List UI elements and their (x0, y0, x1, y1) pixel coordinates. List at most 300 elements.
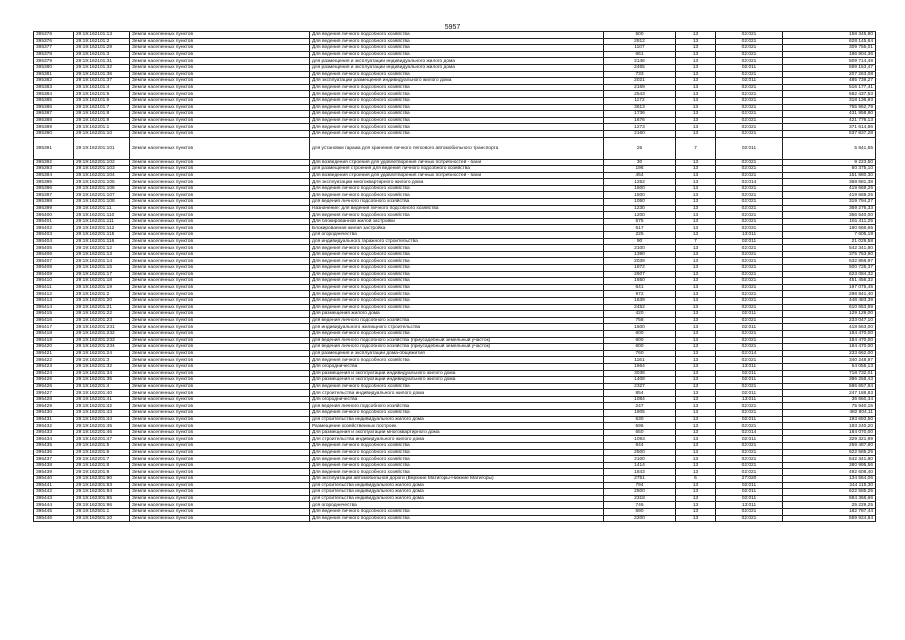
use-code-cell: 02:021 (716, 317, 783, 324)
cadastral-value-cell: 718 732,01 (783, 370, 876, 377)
table-row (34, 238, 876, 245)
record-number-cell: 395441 (34, 482, 74, 489)
cadastral-value-cell: 129 129,00 (783, 311, 876, 318)
area-cell: 575 (604, 218, 676, 225)
permitted-use-cell: для размещения и эксплуатации дома-общежития (310, 350, 604, 357)
record-number-cell: 395421 (34, 350, 74, 357)
group-code-cell: 13 (676, 396, 716, 403)
cadastral-number-cell: 29:19:162201:34 (74, 370, 130, 377)
cadastral-number-cell: 29:19:162201:5 (74, 443, 130, 450)
cadastral-value-cell: 340 248,97 (783, 357, 876, 364)
use-code-cell: 02:021 (716, 258, 783, 265)
area-cell: 454 (604, 172, 676, 179)
land-category-cell: Земли населенных пунктов (130, 449, 310, 456)
table-row (34, 370, 876, 377)
land-category-cell: Земли населенных пунктов (130, 205, 310, 212)
table-row (34, 159, 876, 166)
use-code-cell: 02:011 (716, 390, 783, 397)
record-number-cell: 395407 (34, 258, 74, 265)
cadastral-value-cell: 386 258,43 (783, 377, 876, 384)
cadastral-number-cell: 29:19:162301:94 (74, 489, 130, 496)
use-code-cell: 02:011 (716, 238, 783, 245)
land-category-cell: Земли населенных пунктов (130, 337, 310, 344)
land-category-cell: Земли населенных пунктов (130, 284, 310, 291)
group-code-cell: 13 (676, 32, 716, 39)
table-row (34, 124, 876, 131)
use-code-cell: 02:021 (716, 38, 783, 45)
cadastral-number-cell: 29:19:162201:41 (74, 396, 130, 403)
table-row (34, 449, 876, 456)
record-number-cell: 395386 (34, 104, 74, 111)
table-row (34, 278, 876, 285)
cadastral-number-cell: 29:19:162201:115 (74, 232, 130, 239)
land-category-cell: Земли населенных пунктов (130, 350, 310, 357)
use-code-cell: 02:021 (716, 199, 783, 206)
area-cell: 1736 (604, 111, 676, 118)
land-category-cell: Земли населенных пунктов (130, 265, 310, 272)
record-number-cell: 395404 (34, 238, 74, 245)
area-cell: 758 (604, 317, 676, 324)
cadastral-number-cell: 29:19:162101:3 (74, 51, 130, 58)
group-code-cell: 13 (676, 377, 716, 384)
land-category-cell: Земли населенных пунктов (130, 45, 310, 52)
permitted-use-cell: Размещение хозяйственных построек (310, 423, 604, 430)
cadastral-number-cell: 29:19:162201:6 (74, 449, 130, 456)
table-row (34, 456, 876, 463)
cadastral-value-cell: 247 188,83 (783, 390, 876, 397)
group-code-cell: 13 (676, 297, 716, 304)
cadastral-number-cell: 29:19:162201:12 (74, 245, 130, 252)
table-row (34, 225, 876, 232)
group-code-cell: 13 (676, 172, 716, 179)
permitted-use-cell: Для ведения личного подсобного хозяйства (310, 304, 604, 311)
cadastral-number-cell: 29:19:162501:1 (74, 508, 130, 515)
record-number-cell: 395439 (34, 469, 74, 476)
cadastral-number-cell: 29:19:162201:40 (74, 390, 130, 397)
permitted-use-cell: Для ведения личного подсобного хозяйства (310, 45, 604, 52)
area-cell: 1500 (604, 192, 676, 199)
group-code-cell: 13 (676, 436, 716, 443)
table-row (34, 390, 876, 397)
group-code-cell: 13 (676, 317, 716, 324)
cadastral-value-cell: 36 660,34 (783, 396, 876, 403)
table-row (34, 166, 876, 173)
record-number-cell: 395429 (34, 403, 74, 410)
area-cell: 746 (604, 502, 676, 509)
permitted-use-cell: Для ведения личного подсобного хозяйства (310, 124, 604, 131)
land-category-cell: Земли населенных пунктов (130, 469, 310, 476)
use-code-cell: 02:021 (716, 423, 783, 430)
use-code-cell: 02:021 (716, 245, 783, 252)
record-number-cell: 395379 (34, 58, 74, 65)
group-code-cell: 13 (676, 232, 716, 239)
area-cell: 1408 (604, 377, 676, 384)
permitted-use-cell: для огородничества (310, 502, 604, 509)
record-number-cell: 395444 (34, 502, 74, 509)
cadastral-value-cell: 419 669,25 (783, 185, 876, 192)
permitted-use-cell: Для ведения личного подсобного хозяйства (310, 297, 604, 304)
record-number-cell: 395442 (34, 489, 74, 496)
group-code-cell: 13 (676, 130, 716, 137)
table-row (34, 383, 876, 390)
group-code-cell: 13 (676, 251, 716, 258)
record-number-cell: 395388 (34, 117, 74, 124)
record-number-cell: 395376 (34, 38, 74, 45)
use-code-cell: 02:021 (716, 337, 783, 344)
cadastral-number-cell: 29:19:162201:45 (74, 423, 130, 430)
area-cell: 590 (604, 508, 676, 515)
cadastral-value-cell: 9 223,50 (783, 159, 876, 166)
record-number-cell: 395406 (34, 251, 74, 258)
permitted-use-cell: для установки гаража для хранения личного легкового автомобильного транспорта (310, 137, 604, 159)
land-category-cell: Земли населенных пунктов (130, 390, 310, 397)
group-code-cell: 13 (676, 225, 716, 232)
land-category-cell: Земли населенных пунктов (130, 443, 310, 450)
permitted-use-cell: Для возведения строения для удовлетворения личных потребностей - бани (310, 159, 604, 166)
cadastral-value-cell: 184 470,00 (783, 344, 876, 351)
record-number-cell: 395385 (34, 97, 74, 104)
record-number-cell: 395438 (34, 462, 74, 469)
use-code-cell: 02:011 (716, 482, 783, 489)
record-number-cell: 395418 (34, 330, 74, 337)
record-number-cell: 395397 (34, 192, 74, 199)
cadastral-value-cell: 25 229,25 (783, 502, 876, 509)
group-code-cell: 13 (676, 84, 716, 91)
land-category-cell: Земли населенных пунктов (130, 225, 310, 232)
permitted-use-cell: Для ведения личного подсобного хозяйства (310, 84, 604, 91)
cadastral-value-cell: 158 345,80 (783, 32, 876, 39)
land-category-cell: Земли населенных пунктов (130, 456, 310, 463)
cadastral-value-cell: 418 563,00 (783, 324, 876, 331)
use-code-cell: 02:021 (716, 462, 783, 469)
land-category-cell: Земли населенных пунктов (130, 51, 310, 58)
group-code-cell: 13 (676, 124, 716, 131)
use-code-cell: 02:011 (716, 324, 783, 331)
land-category-cell: Земли населенных пунктов (130, 38, 310, 45)
table-row (34, 51, 876, 58)
area-cell: 1252 (604, 179, 676, 186)
permitted-use-cell: Для ведения личного подсобного хозяйства (310, 38, 604, 45)
record-number-cell: 395399 (34, 205, 74, 212)
permitted-use-cell: Для ведения личного подсобного хозяйства (310, 278, 604, 285)
cadastral-number-cell: 29:19:162201:23 (74, 317, 130, 324)
table-row (34, 436, 876, 443)
permitted-use-cell: Для ведения личного подсобного хозяйства (310, 410, 604, 417)
cadastral-value-cell: 431 958,80 (783, 111, 876, 118)
permitted-use-cell: Для ведения личного подсобного хозяйства (310, 212, 604, 219)
area-cell: 641 (604, 284, 676, 291)
table-row (34, 258, 876, 265)
cadastral-number-cell: 29:19:162201:106 (74, 185, 130, 192)
group-code-cell: 13 (676, 482, 716, 489)
cadastral-value-cell: 492 608,40 (783, 469, 876, 476)
land-category-cell: Земли населенных пунктов (130, 508, 310, 515)
cadastral-number-cell: 29:19:162201:43 (74, 410, 130, 417)
table-row (34, 97, 876, 104)
table-row (34, 423, 876, 430)
group-code-cell: 13 (676, 489, 716, 496)
permitted-use-cell: Для строительства индивидуального жилого дома (310, 436, 604, 443)
cadastral-value-cell: 5 841,55 (783, 137, 876, 159)
record-number-cell: 395392 (34, 159, 74, 166)
land-category-cell: Земли населенных пунктов (130, 104, 310, 111)
group-code-cell: 13 (676, 58, 716, 65)
cadastral-number-cell: 29:19:162201:17 (74, 271, 130, 278)
table-row (34, 104, 876, 111)
permitted-use-cell: Для ведения личного подсобного хозяйства (310, 251, 604, 258)
permitted-use-cell: для строительства индивидуального жилого дома (310, 482, 604, 489)
cadastral-number-cell: 29:19:162101:29 (74, 45, 130, 52)
cadastral-value-cell: 180 666,65 (783, 225, 876, 232)
cadastral-number-cell: 29:19:162201:102 (74, 159, 130, 166)
land-category-cell: Земли населенных пунктов (130, 363, 310, 370)
area-cell: 844 (604, 443, 676, 450)
group-code-cell: 13 (676, 456, 716, 463)
group-code-cell: 13 (676, 64, 716, 71)
area-cell: 2543 (604, 91, 676, 98)
permitted-use-cell: Для размещения жилого дома (310, 311, 604, 318)
group-code-cell: 13 (676, 159, 716, 166)
cadastral-value-cell: 244 115,30 (783, 482, 876, 489)
cadastral-number-cell: 29:19:162201:19 (74, 284, 130, 291)
use-code-cell: 02:021 (716, 84, 783, 91)
use-code-cell: 02:011 (716, 495, 783, 502)
cadastral-value-cell: 485 739,27 (783, 78, 876, 85)
cadastral-number-cell: 29:19:162201:42 (74, 403, 130, 410)
use-code-cell: 02:021 (716, 265, 783, 272)
cadastral-number-cell: 29:19:162201:3 (74, 357, 130, 364)
area-cell: 1500 (604, 324, 676, 331)
permitted-use-cell: Для блокированной жилой застройки (310, 218, 604, 225)
cadastral-number-cell: 29:19:162201:101 (74, 137, 130, 159)
area-cell: 600 (604, 330, 676, 337)
permitted-use-cell: Для возведения строения для удовлетворения личных потребностей - бани (310, 172, 604, 179)
use-code-cell: 02:021 (716, 449, 783, 456)
permitted-use-cell: Для ведения личного подсобного хозяйства (310, 443, 604, 450)
permitted-use-cell: для индивидуального гаражного строительства (310, 238, 604, 245)
use-code-cell: 02:021 (716, 45, 783, 52)
area-cell: 600 (604, 344, 676, 351)
area-cell: 972 (604, 291, 676, 298)
use-code-cell: 02:021 (716, 469, 783, 476)
record-number-cell: 395398 (34, 199, 74, 206)
use-code-cell: 02:011 (716, 78, 783, 85)
land-category-cell: Земли населенных пунктов (130, 159, 310, 166)
cadastral-number-cell: 29:19:162101:13 (74, 32, 130, 39)
record-number-cell: 395426 (34, 377, 74, 384)
permitted-use-cell: Для ведения личного подсобного хозяйства (310, 71, 604, 78)
land-category-cell: Земли населенных пунктов (130, 291, 310, 298)
cadastral-number-cell: 29:19:162201:24 (74, 350, 130, 357)
cadastral-value-cell: 186 904,36 (783, 51, 876, 58)
use-code-cell: 02:014 (716, 350, 783, 357)
permitted-use-cell: для строительства индивидуального жилого дома (310, 489, 604, 496)
table-row (34, 403, 876, 410)
record-number-cell: 395387 (34, 111, 74, 118)
cadastral-value-cell: 329 321,99 (783, 436, 876, 443)
record-number-cell: 395391 (34, 137, 74, 159)
use-code-cell: 02:021 (716, 205, 783, 212)
land-category-cell: Земли населенных пунктов (130, 502, 310, 509)
cadastral-value-cell: 610 653,59 (783, 304, 876, 311)
cadastral-value-cell: 584 366,66 (783, 495, 876, 502)
group-code-cell: 13 (676, 370, 716, 377)
cadastral-value-cell: 542 341,80 (783, 245, 876, 252)
group-code-cell: 13 (676, 291, 716, 298)
area-cell: 2160 (604, 130, 676, 137)
cadastral-number-cell: 29:19:162201:13 (74, 251, 130, 258)
use-code-cell: 02:021 (716, 124, 783, 131)
group-code-cell: 13 (676, 416, 716, 423)
record-number-cell: 395394 (34, 172, 74, 179)
land-category-cell: Земли населенных пунктов (130, 396, 310, 403)
cadastral-number-cell: 29:19:162201:7 (74, 456, 130, 463)
land-category-cell: Земли населенных пунктов (130, 258, 310, 265)
land-registry-table-wrapper (33, 31, 876, 522)
use-code-cell: 02:021 (716, 111, 783, 118)
cadastral-value-cell: 586 657,84 (783, 383, 876, 390)
area-cell: 1172 (604, 97, 676, 104)
cadastral-value-cell: 75 940,15 (783, 403, 876, 410)
table-row (34, 232, 876, 239)
cadastral-number-cell: 29:19:162201:15 (74, 265, 130, 272)
table-row (34, 71, 876, 78)
group-code-cell: 13 (676, 462, 716, 469)
land-category-cell: Земли населенных пунктов (130, 71, 310, 78)
table-row (34, 324, 876, 331)
permitted-use-cell: Для ведения личного подсобного хозяйства (310, 117, 604, 124)
permitted-use-cell: Для ведения личного подсобного хозяйства (310, 130, 604, 137)
land-category-cell: Земли населенных пунктов (130, 410, 310, 417)
record-number-cell: 395419 (34, 337, 74, 344)
land-category-cell: Земли населенных пунктов (130, 251, 310, 258)
cadastral-number-cell: 29:19:162101:32 (74, 64, 130, 71)
cadastral-number-cell: 29:19:162101:5 (74, 91, 130, 98)
cadastral-number-cell: 29:19:162301:93 (74, 482, 130, 489)
area-cell: 2500 (604, 449, 676, 456)
cadastral-value-cell: 54 055,13 (783, 363, 876, 370)
group-code-cell: 13 (676, 245, 716, 252)
area-cell: 247 (604, 403, 676, 410)
record-number-cell: 395445 (34, 508, 74, 515)
permitted-use-cell: Для ведения личного подсобного хозяйства (310, 291, 604, 298)
cadastral-value-cell: 419 669,25 (783, 192, 876, 199)
cadastral-number-cell: 29:19:162201:104 (74, 172, 130, 179)
group-code-cell: 13 (676, 469, 716, 476)
area-cell: 760 (604, 350, 676, 357)
group-code-cell: 13 (676, 179, 716, 186)
permitted-use-cell: для строительства индивидуального жилого дома (310, 416, 604, 423)
land-category-cell: Земли населенных пунктов (130, 416, 310, 423)
cadastral-value-cell: 184 470,00 (783, 337, 876, 344)
land-category-cell: Земли населенных пунктов (130, 278, 310, 285)
use-code-cell: 02:021 (716, 403, 783, 410)
cadastral-number-cell: 29:19:162101:4 (74, 84, 130, 91)
record-number-cell: 395423 (34, 363, 74, 370)
cadastral-number-cell: 29:19:162101:2 (74, 38, 130, 45)
use-code-cell: 02:021 (716, 91, 783, 98)
record-number-cell: 395412 (34, 291, 74, 298)
permitted-use-cell: Для ведения личного подсобного хозяйства (310, 265, 604, 272)
use-code-cell: 02:011 (716, 311, 783, 318)
cadastral-number-cell: 29:19:162201:14 (74, 258, 130, 265)
area-cell: 2200 (604, 515, 676, 522)
use-code-cell: 02:021 (716, 71, 783, 78)
record-number-cell: 395395 (34, 179, 74, 186)
table-row (34, 396, 876, 403)
group-code-cell: 13 (676, 265, 716, 272)
cadastral-value-cell: 371 614,86 (783, 124, 876, 131)
cadastral-number-cell: 29:19:162301:90 (74, 476, 130, 483)
table-row (34, 212, 876, 219)
cadastral-value-cell: 161 411,25 (783, 218, 876, 225)
cadastral-number-cell: 29:19:162201:116 (74, 238, 130, 245)
cadastral-value-cell: 182 787,44 (783, 508, 876, 515)
area-cell: 1639 (604, 297, 676, 304)
use-code-cell: 02:021 (716, 271, 783, 278)
table-row (34, 91, 876, 98)
record-number-cell: 395422 (34, 357, 74, 364)
cadastral-number-cell: 29:19:162201:233 (74, 337, 130, 344)
group-code-cell: 13 (676, 284, 716, 291)
table-row (34, 304, 876, 311)
cadastral-number-cell: 29:19:162201:110 (74, 212, 130, 219)
area-cell: 90 (604, 238, 676, 245)
permitted-use-cell: для размещения и эксплуатации индивидуального жилого дома (310, 64, 604, 71)
permitted-use-cell: Для ведения личного подсобного хозяйства (310, 104, 604, 111)
area-cell: 2812 (604, 38, 676, 45)
cadastral-value-cell: 233 662,00 (783, 350, 876, 357)
permitted-use-cell: Для ведения личного подсобного хозяйства (310, 469, 604, 476)
area-cell: 1676 (604, 117, 676, 124)
cadastral-number-cell: 29:19:162201:44 (74, 416, 130, 423)
record-number-cell: 395415 (34, 311, 74, 318)
table-body (34, 32, 876, 522)
table-row (34, 377, 876, 384)
table-row (34, 172, 876, 179)
group-code-cell: 13 (676, 363, 716, 370)
land-category-cell: Земли населенных пунктов (130, 357, 310, 364)
table-row (34, 117, 876, 124)
record-number-cell: 395409 (34, 271, 74, 278)
record-number-cell: 395408 (34, 265, 74, 272)
record-number-cell: 395417 (34, 324, 74, 331)
use-code-cell: 02:021 (716, 330, 783, 337)
record-number-cell: 395389 (34, 124, 74, 131)
permitted-use-cell: для ведения личного подсобного хозяйства (310, 403, 604, 410)
cadastral-number-cell: 29:19:162201:232 (74, 330, 130, 337)
cadastral-number-cell: 29:19:162201:103 (74, 166, 130, 173)
group-code-cell: 13 (676, 78, 716, 85)
area-cell: 1200 (604, 212, 676, 219)
cadastral-number-cell: 29:19:162201:46 (74, 429, 130, 436)
use-code-cell: 02:011 (716, 137, 783, 159)
land-category-cell: Земли населенных пунктов (130, 130, 310, 137)
cadastral-value-cell: 309 755,01 (783, 45, 876, 52)
record-number-cell: 395400 (34, 212, 74, 219)
cadastral-number-cell: 29:19:162201:234 (74, 344, 130, 351)
record-number-cell: 395381 (34, 71, 74, 78)
use-code-cell: 02:021 (716, 32, 783, 39)
cadastral-value-cell: 537 837,28 (783, 130, 876, 137)
table-row (34, 330, 876, 337)
cadastral-value-cell: 380 995,56 (783, 462, 876, 469)
group-code-cell: 13 (676, 278, 716, 285)
record-number-cell: 395413 (34, 297, 74, 304)
permitted-use-cell: для размещения и эксплуатации индивидуального жилого дома (310, 58, 604, 65)
cadastral-number-cell: 29:19:162201:105 (74, 179, 130, 186)
cadastral-value-cell: 233 047,10 (783, 317, 876, 324)
